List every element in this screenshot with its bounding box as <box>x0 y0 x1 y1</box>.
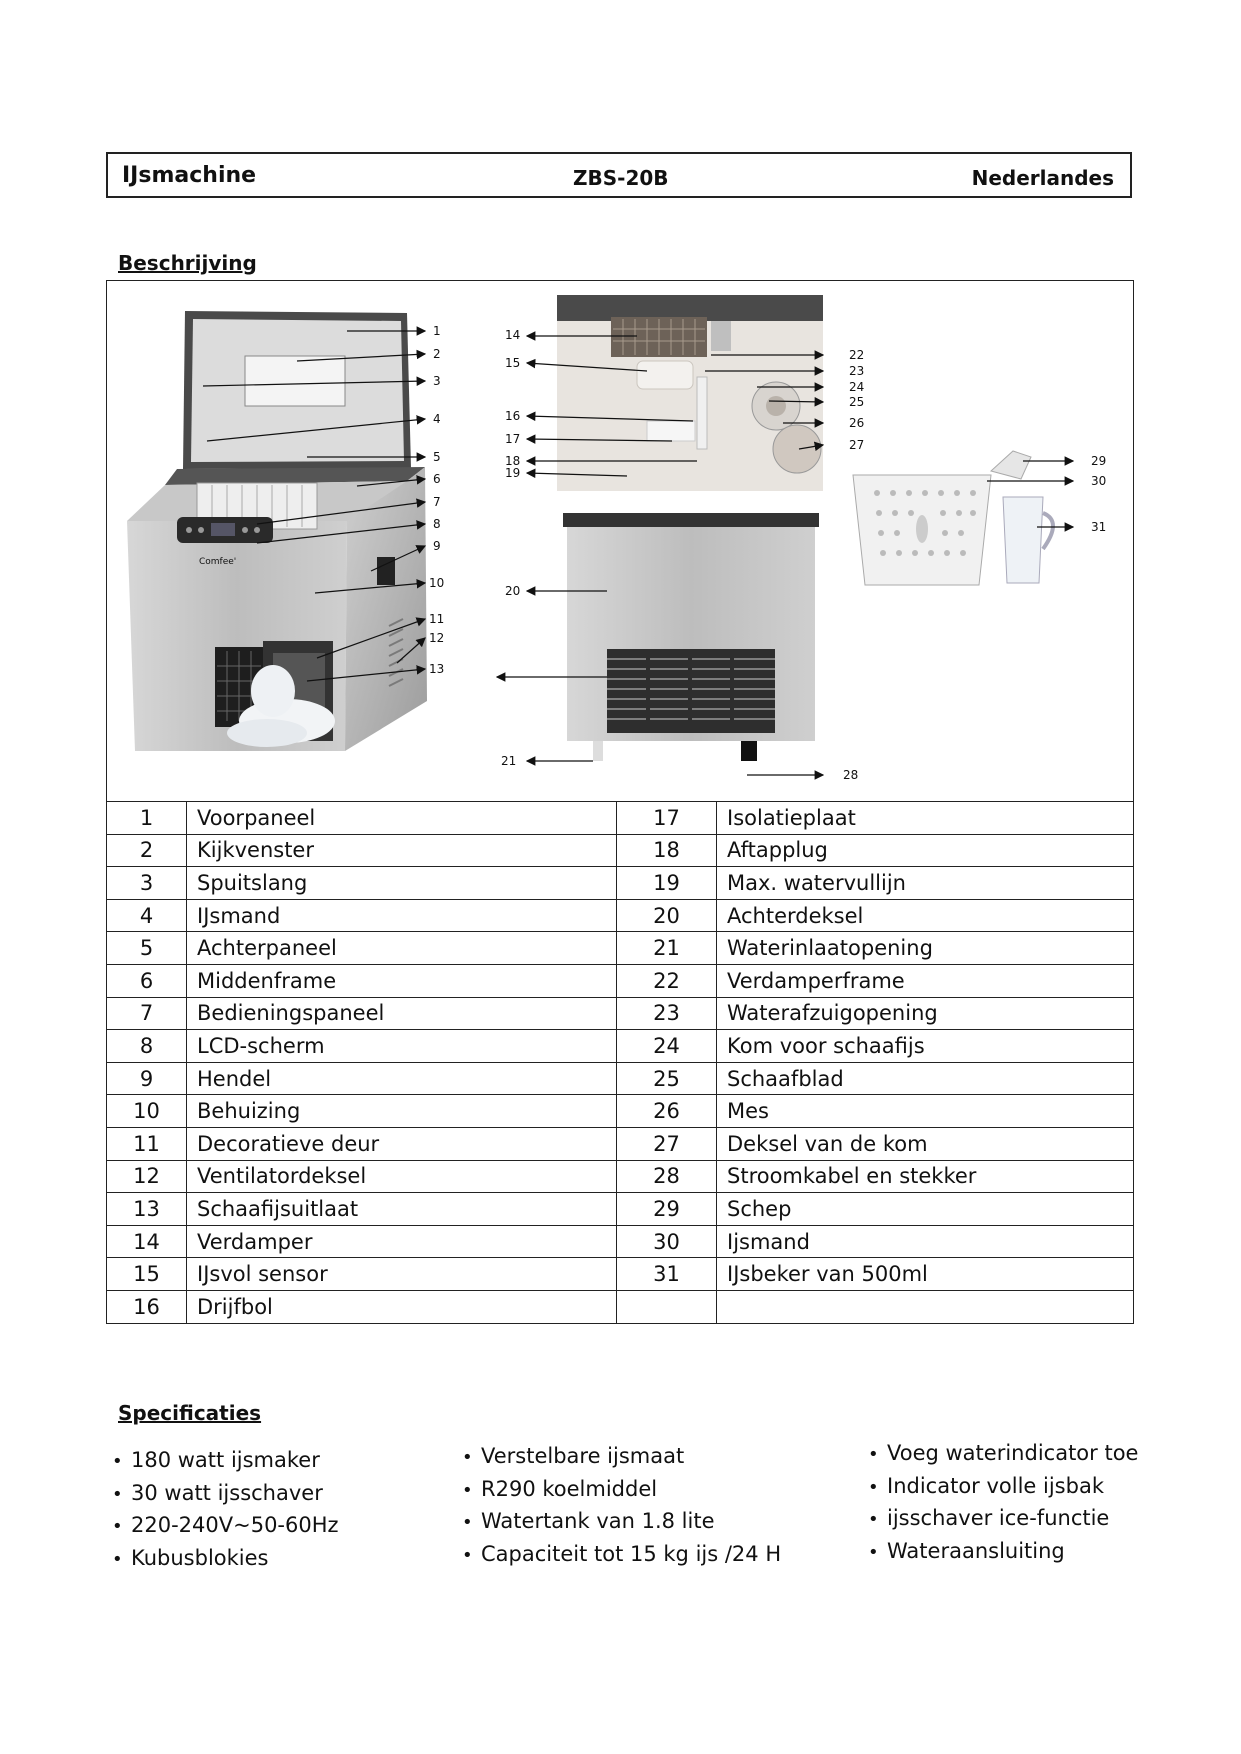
product-illustration <box>107 281 1135 803</box>
part-label: Spuitslang <box>187 867 617 900</box>
part-label: Stroomkabel en stekker <box>717 1160 1134 1193</box>
table-row <box>107 997 1134 1030</box>
part-number: 29 <box>617 1193 717 1226</box>
part-number: 13 <box>107 1193 187 1226</box>
part-number: 27 <box>617 1127 717 1160</box>
product-title: IJsmachine <box>122 163 257 188</box>
part-number: 19 <box>617 867 717 900</box>
table-row <box>107 932 1134 965</box>
part-number: 2 <box>107 834 187 867</box>
spec-item: • Indicator volle ijsbak <box>868 1470 1138 1503</box>
accessories-view <box>853 451 1106 585</box>
part-label: Deksel van de kom <box>717 1127 1134 1160</box>
table-row <box>107 1095 1134 1128</box>
part-label: Mes <box>717 1095 1134 1128</box>
part-label: IJsvol sensor <box>187 1258 617 1291</box>
callout-21: 21 <box>501 754 517 768</box>
callout-3: 3 <box>433 374 441 388</box>
spec-item: • 220-240V~50-60Hz <box>112 1509 339 1542</box>
table-row <box>107 1258 1134 1291</box>
callout-28: 28 <box>843 768 859 782</box>
callout-25: 25 <box>849 395 865 409</box>
callout-6: 6 <box>433 472 441 486</box>
part-number: 7 <box>107 997 187 1030</box>
part-label: IJsmand <box>187 899 617 932</box>
part-label: Max. watervullijn <box>717 867 1134 900</box>
part-number: 26 <box>617 1095 717 1128</box>
part-number: 28 <box>617 1160 717 1193</box>
part-label: Achterdeksel <box>717 899 1134 932</box>
part-number: 12 <box>107 1160 187 1193</box>
part-number: 6 <box>107 964 187 997</box>
table-row <box>107 899 1134 932</box>
callout-20: 20 <box>505 584 521 598</box>
language-label: Nederlandes <box>971 166 1114 190</box>
part-label: Waterafzuigopening <box>717 997 1134 1030</box>
part-label: Decoratieve deur <box>187 1127 617 1160</box>
part-number: 14 <box>107 1225 187 1258</box>
part-label: Schep <box>717 1193 1134 1226</box>
part-label: IJsbeker van 500ml <box>717 1258 1134 1291</box>
model-number: ZBS-20B <box>573 166 669 190</box>
part-number: 8 <box>107 1030 187 1063</box>
part-number: 5 <box>107 932 187 965</box>
part-label: Kom voor schaafijs <box>717 1030 1134 1063</box>
spec-item: • Voeg waterindicator toe <box>868 1437 1138 1470</box>
callout-22: 22 <box>849 348 865 362</box>
part-number: 15 <box>107 1258 187 1291</box>
callout-8: 8 <box>433 517 441 531</box>
callout-30: 30 <box>1091 474 1107 488</box>
part-number: 20 <box>617 899 717 932</box>
table-row <box>107 964 1134 997</box>
part-label: Schaafblad <box>717 1062 1134 1095</box>
part-label: Bedieningspaneel <box>187 997 617 1030</box>
callout-12: 12 <box>429 631 445 645</box>
callout-9: 9 <box>433 539 441 553</box>
spec-item: • R290 koelmiddel <box>462 1473 781 1506</box>
callout-17: 17 <box>505 432 521 446</box>
table-row <box>107 1193 1134 1226</box>
table-row <box>107 1225 1134 1258</box>
callout-27: 27 <box>849 438 865 452</box>
spec-item: • Capaciteit tot 15 kg ijs /24 H <box>462 1538 781 1571</box>
table-row <box>107 1062 1134 1095</box>
part-label: Achterpaneel <box>187 932 617 965</box>
part-label: Voorpaneel <box>187 802 617 835</box>
description-heading: Beschrijving <box>118 251 257 275</box>
part-number: 1 <box>107 802 187 835</box>
callout-23: 23 <box>849 364 865 378</box>
part-label: LCD-scherm <box>187 1030 617 1063</box>
callout-15: 15 <box>505 356 521 370</box>
callout-26: 26 <box>849 416 865 430</box>
part-label: Isolatieplaat <box>717 802 1134 835</box>
callout-4: 4 <box>433 412 441 426</box>
part-label: Aftapplug <box>717 834 1134 867</box>
part-number: 16 <box>107 1290 187 1323</box>
specs-heading: Specificaties <box>118 1401 262 1425</box>
table-row <box>107 834 1134 867</box>
callout-13: 13 <box>429 662 445 676</box>
ice-machine-front-view <box>127 311 444 751</box>
table-row <box>107 1030 1134 1063</box>
spec-item: • Watertank van 1.8 lite <box>462 1505 781 1538</box>
part-label <box>717 1290 1134 1323</box>
part-number: 11 <box>107 1127 187 1160</box>
spec-item: • Wateraansluiting <box>868 1535 1138 1568</box>
part-number: 23 <box>617 997 717 1030</box>
part-number: 31 <box>617 1258 717 1291</box>
part-label: Kijkvenster <box>187 834 617 867</box>
part-number: 10 <box>107 1095 187 1128</box>
callout-24: 24 <box>849 380 865 394</box>
table-row <box>107 1127 1134 1160</box>
callout-18: 18 <box>505 454 521 468</box>
brand-logo: Comfee' <box>199 557 237 567</box>
part-label: Verdamper <box>187 1225 617 1258</box>
spec-list-col2 <box>462 1440 781 1570</box>
part-number: 22 <box>617 964 717 997</box>
table-row <box>107 1290 1134 1323</box>
table-row <box>107 802 1134 835</box>
callout-7: 7 <box>433 495 441 509</box>
part-number: 17 <box>617 802 717 835</box>
part-number: 30 <box>617 1225 717 1258</box>
callout-16: 16 <box>505 409 521 423</box>
spec-list-col3 <box>868 1437 1138 1567</box>
spec-item: • ijsschaver ice-functie <box>868 1502 1138 1535</box>
callout-19: 19 <box>505 466 521 480</box>
part-number: 21 <box>617 932 717 965</box>
table-row <box>107 1160 1134 1193</box>
interior-view <box>505 295 864 491</box>
product-figure <box>106 280 1134 802</box>
part-label: Behuizing <box>187 1095 617 1128</box>
part-number: 9 <box>107 1062 187 1095</box>
part-label: Ventilatordeksel <box>187 1160 617 1193</box>
part-number: 25 <box>617 1062 717 1095</box>
part-number: 3 <box>107 867 187 900</box>
part-label: Schaafijsuitlaat <box>187 1193 617 1226</box>
spec-item: • Kubusblokies <box>112 1542 339 1575</box>
part-label: Hendel <box>187 1062 617 1095</box>
callout-14: 14 <box>505 328 521 342</box>
part-label: Verdamperframe <box>717 964 1134 997</box>
part-number: 24 <box>617 1030 717 1063</box>
part-number: 18 <box>617 834 717 867</box>
part-label: Drijfbol <box>187 1290 617 1323</box>
part-number: 4 <box>107 899 187 932</box>
parts-table <box>106 801 1134 1324</box>
callout-31: 31 <box>1091 520 1107 534</box>
callout-29: 29 <box>1091 454 1107 468</box>
callout-5: 5 <box>433 450 441 464</box>
back-view <box>497 513 858 782</box>
callout-11: 11 <box>429 612 445 626</box>
part-number <box>617 1290 717 1323</box>
document-header <box>106 152 1132 198</box>
spec-list-col1 <box>112 1444 339 1574</box>
callout-1: 1 <box>433 324 441 338</box>
part-label: Middenframe <box>187 964 617 997</box>
part-label: Waterinlaatopening <box>717 932 1134 965</box>
callout-10: 10 <box>429 576 445 590</box>
spec-item: • 30 watt ijsschaver <box>112 1477 339 1510</box>
table-row <box>107 867 1134 900</box>
spec-item: • Verstelbare ijsmaat <box>462 1440 781 1473</box>
callout-2: 2 <box>433 347 441 361</box>
spec-item: • 180 watt ijsmaker <box>112 1444 339 1477</box>
part-label: Ijsmand <box>717 1225 1134 1258</box>
